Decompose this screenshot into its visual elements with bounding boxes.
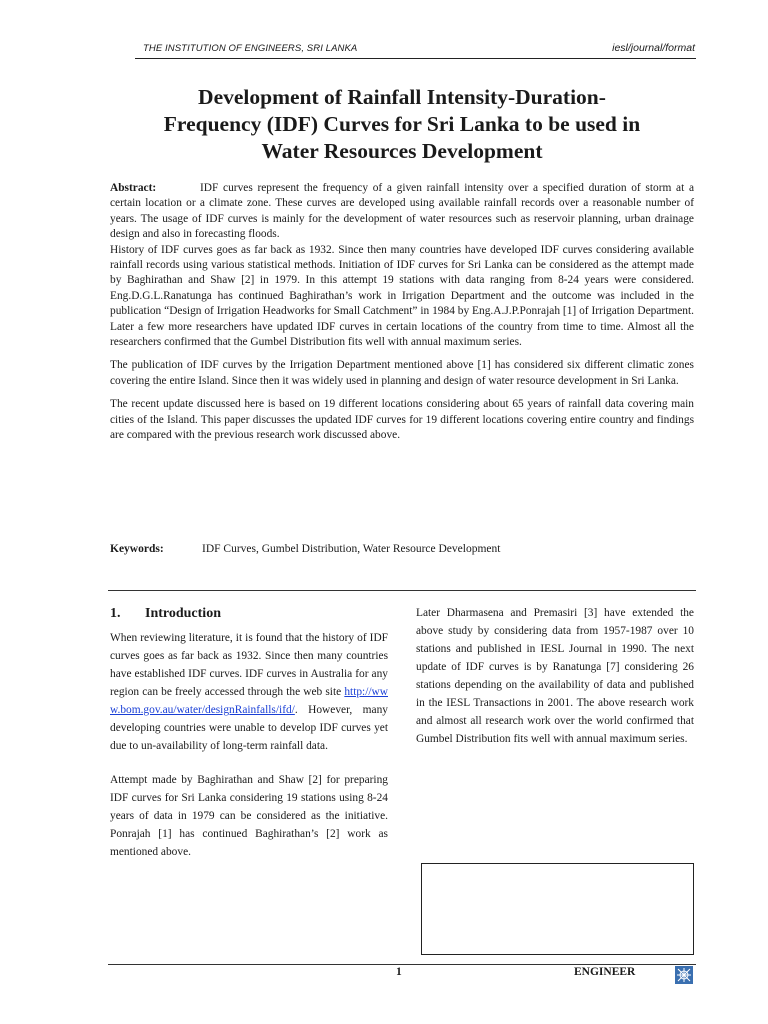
iesl-logo-icon (675, 966, 693, 984)
abstract-paragraph-1: Abstract: IDF curves represent the frequency of a given rainfall intensity over a specified duration of storm at a certain location or a climate zone. These curves are developed using available rainfall records over a reasonable number of years. The usage of IDF curves is mainly for the development of water resources such as reservoir planning, urban drainage design and also in forecasting floods. (110, 182, 694, 241)
intro-paragraph-2: Attempt made by Baghirathan and Shaw [2] for preparing IDF curves for Sri Lanka considering 19 stations using 8-24 years of data in 1979 can be considered as the initiative. Ponrajah [1] has continued Baghirathan’s [2] work as mentioned above. (110, 774, 388, 858)
abstract-paragraph-4: The recent update discussed here is based on 19 different locations considering about 65 years of rainfall data covering main cities of the Island. This paper discusses the updated IDF curves for 19 different locations covering entire country and findings are compared with the previous research work discussed above. (110, 398, 694, 442)
section-divider (108, 590, 696, 591)
bom-link[interactable]: http://www.bom.gov.au/water/designRainfalls/ifd/ (110, 686, 388, 716)
right-column (416, 604, 694, 748)
header-ref: iesl/journal/format (612, 42, 695, 54)
title-line-3: Water Resources Development (261, 139, 543, 163)
section-title: Introduction (145, 606, 221, 621)
section-number: 1. (110, 606, 121, 621)
left-column (110, 629, 388, 877)
abstract-label: Abstract: (110, 182, 157, 194)
intro-paragraph-1: When reviewing literature, it is found that the history of IDF curves goes as far back as 1932. Since then many countries have established IDF curves. IDF curves in Australia for any region can be freely accessed through the web site http://www.bom.gov.au/water/designRainfalls/ifd/. However, many developing countries were unable to develop IDF curves yet due to un-availability of long-term rainfall data. (110, 632, 388, 752)
paper-title (110, 84, 694, 165)
empty-figure-box (421, 863, 694, 955)
header-institution: THE INSTITUTION OF ENGINEERS, SRI LANKA (143, 43, 358, 54)
keywords-label: Keywords: (110, 543, 164, 555)
keywords (110, 543, 500, 555)
header-divider (135, 58, 696, 59)
footer-journal-name: ENGINEER (574, 966, 636, 978)
footer-divider (108, 964, 696, 965)
title-line-1: Development of Rainfall Intensity-Duration- (198, 85, 606, 109)
abstract-paragraph-3: The publication of IDF curves by the Irrigation Department mentioned above [1] has considered six different climatic zones covering the entire Island. Since then it was widely used in planning and design of water resource development in Sri Lanka. (110, 359, 694, 387)
abstract (110, 181, 694, 452)
title-line-2: Frequency (IDF) Curves for Sri Lanka to be used in (163, 112, 641, 136)
abstract-paragraph-2: History of IDF curves goes as far back as 1932. Since then many countries have developed IDF curves considering available rainfall records using various statistical methods. Initiation of IDF curves for Sri Lanka can be considered as the attempt made by Baghirathan and Shaw [2] in 1979. In this attempt 19 stations with data ranging from 8-24 years were considered. Eng.D.G.L.Ranatunga has continued Baghirathan’s work in Irrigation Department and the outcome was included in the publication “Design of Irrigation Headworks for Small Catchment” in 1984 by Eng.A.J.P.Ponrajah [1] of Irrigation Department. Later a few more researchers have updated IDF curves in certain locations of the country from time to time. Almost all the researchers confirmed that the Gumbel Distribution fits well with annual maximum series. (110, 243, 694, 349)
intro-paragraph-3: Later Dharmasena and Premasiri [3] have extended the above study by considering data from 1957-1987 over 10 stations and published in IESL Journal in 1990. The next update of IDF curves is by Ranatunga [7] considering 26 stations depending on the availability of data and published in the IESL Transactions in 2001. The above research work and almost all research work over the world confirmed that Gumbel Distribution fits well with annual maximum series. (416, 607, 694, 745)
keywords-value: IDF Curves, Gumbel Distribution, Water Resource Development (202, 543, 501, 555)
page-number: 1 (396, 966, 402, 978)
